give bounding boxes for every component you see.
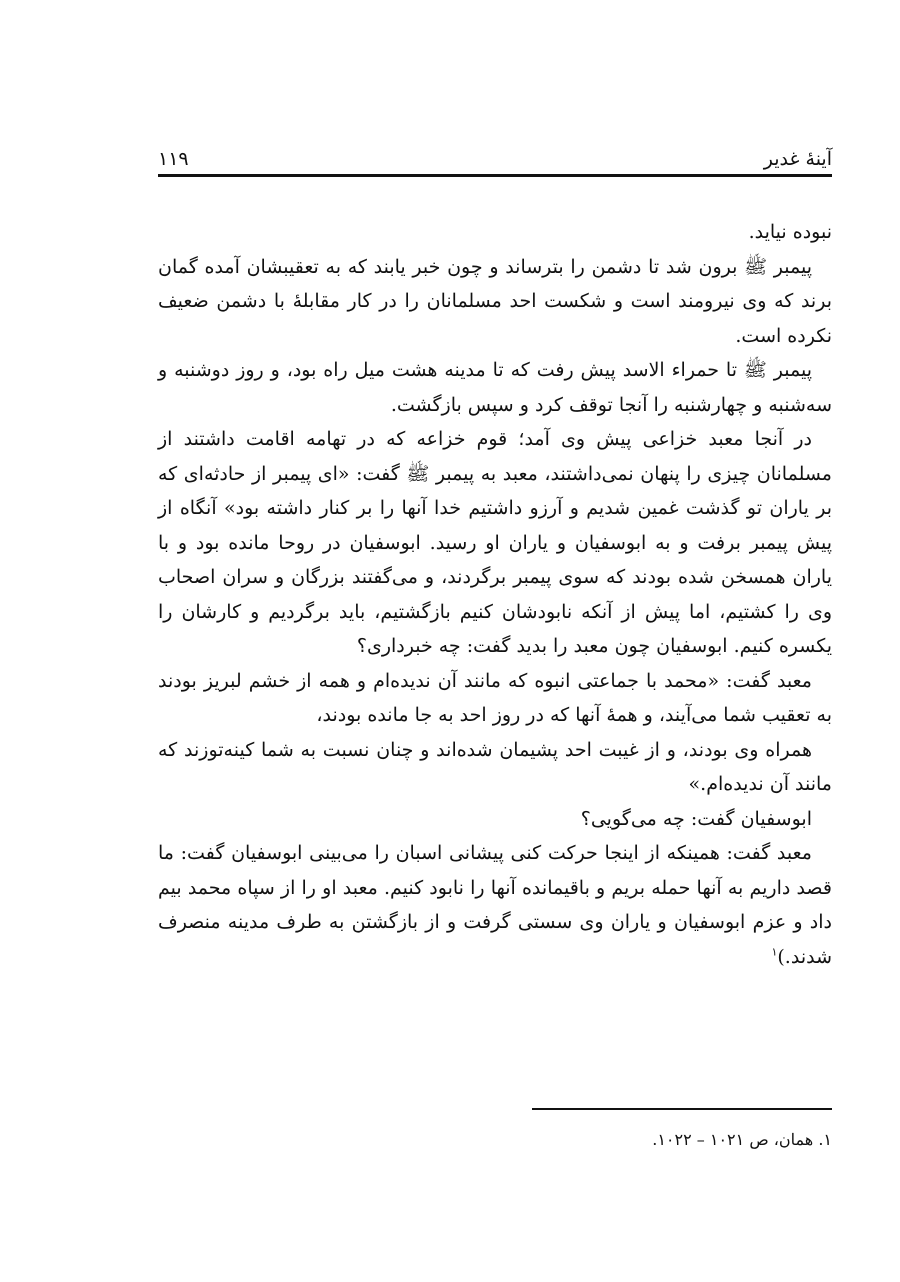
- paragraph-last: [158, 836, 832, 974]
- paragraph-last-text: معبد گفت: همینکه از اینجا حرکت کنی پیشانی اسبان را می‌بینی ابوسفیان گفت: ما قصد داریم به آنها حمله بریم و باقیمانده آنها را نابود کنیم. معبد او را از سپاه محمد بیم داد و عزم ابوسفیان و یاران وی سستی گرفت و از بازگشتن به طرف مدینه منصرف شدند.): [158, 842, 832, 968]
- page-number: ۱۱۹: [158, 148, 189, 170]
- paragraph: معبد گفت: «محمد با جماعتی انبوه که مانند آن ندیده‌ام و همه از خشم لبریز بودند به تعقیب شما می‌آیند، و همهٔ آنها که در روز احد به جا مانده بودند،: [158, 669, 832, 726]
- footnote-divider: [532, 1108, 832, 1110]
- book-page: [158, 140, 832, 1260]
- page-header: [158, 140, 832, 177]
- paragraph: پیمبر ﷺ تا حمراء الاسد پیش رفت که تا مدینه هشت میل راه بود، و روز دوشنبه و سه‌شنبه و چهارشنبه را آنجا توقف کرد و سپس بازگشت.: [158, 359, 832, 416]
- footnote: ۱. همان، ص ۱۰۲۱ – ۱۰۲۲.: [652, 1130, 832, 1149]
- paragraph: ابوسفیان گفت: چه می‌گویی؟: [580, 807, 812, 830]
- paragraph: همراه وی بودند، و از غیبت احد پشیمان شده‌اند و چنان نسبت به شما کینه‌توزند که مانند آن ندیده‌ام.»: [158, 738, 832, 795]
- paragraph: نبوده نیاید.: [748, 221, 832, 243]
- body-text: [158, 215, 832, 974]
- paragraph: پیمبر ﷺ برون شد تا دشمن را بترساند و چون خبر یابند که به تعقیبشان آمده گمان برند که وی نیرومند است و شکست احد مسلمانان را در کار مقابلهٔ با دشمن ضعیف نکرده است.: [158, 255, 832, 347]
- footnote-marker: ۱: [771, 945, 778, 959]
- running-title: آینهٔ غدیر: [763, 148, 832, 170]
- paragraph: در آنجا معبد خزاعی پیش وی آمد؛ قوم خزاعه که در تهامه اقامت داشتند از مسلمانان چیزی را پنهان نمی‌داشتند، معبد به پیمبر ﷺ گفت: «ای پیمبر از حادثه‌ای که بر یاران تو گذشت غمین شدیم و آرزو داشتیم خدا آنها را بر کنار داشته بود» آنگاه از پیش پیمبر برفت و به ابوسفیان و یاران او رسید. ابوسفیان در روحا مانده بود و با یاران همسخن شده بودند که سوی پیمبر برگردند، و می‌گفتند بزرگان و سران اصحاب وی را کشتیم، اما پیش از آنکه نابودشان کنیم بازگشتیم، باید برگردیم و کارشان را یکسره کنیم. ابوسفیان چون معبد را بدید گفت: چه خبرداری؟: [158, 428, 832, 657]
